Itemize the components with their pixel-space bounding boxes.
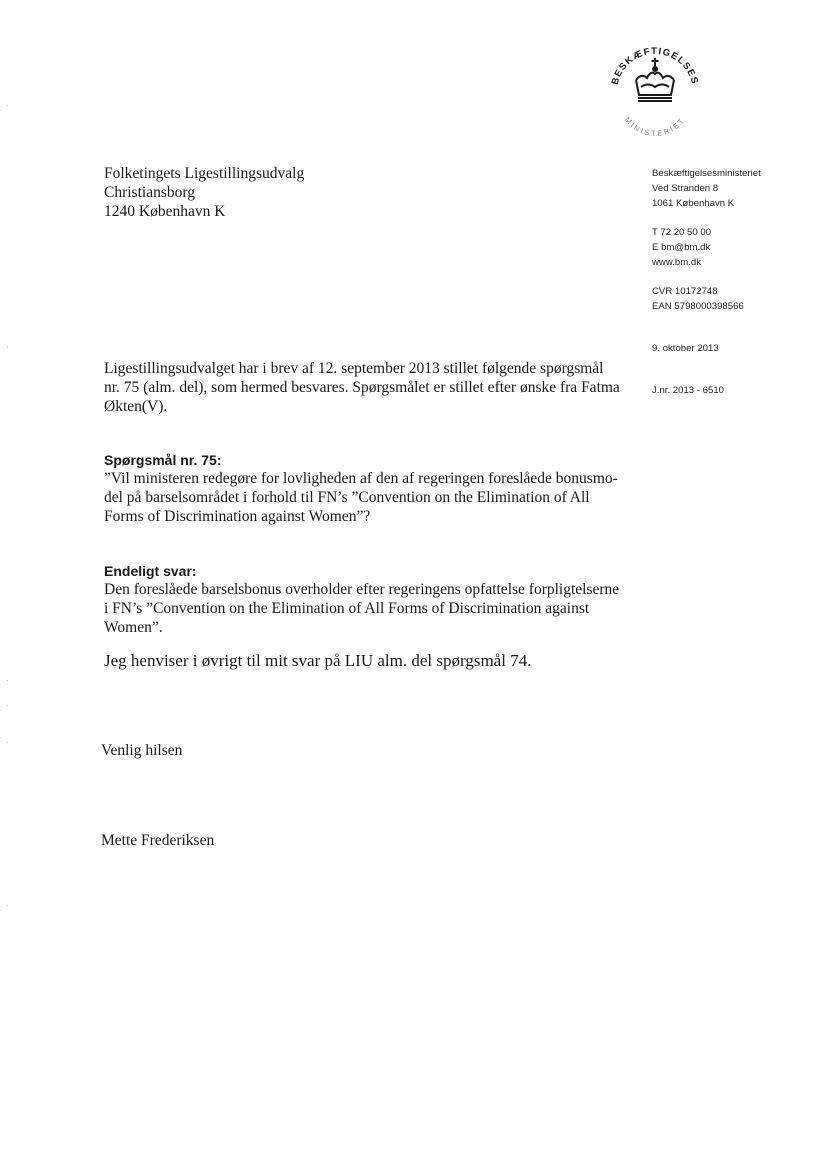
- signer-name: Mette Frederiksen: [101, 832, 215, 849]
- crown-shape: [636, 58, 674, 101]
- recipient-line: 1240 København K: [104, 203, 226, 220]
- intro-line: Ligestillingsudvalget har i brev af 12. september 2013 stillet følgende spørgsmål: [104, 360, 604, 377]
- crown-icon: [603, 40, 707, 140]
- scan-artifact: [7, 905, 8, 906]
- reference-sentence: Jeg henviser i øvrigt til mit svar på LIU alm. del spørgsmål 74.: [104, 651, 532, 670]
- recipient-line: Christiansborg: [104, 184, 195, 201]
- answer-line: Den foreslåede barselsbonus overholder efter regeringens opfattelse forpligtelserne: [104, 581, 620, 598]
- sender-street: Ved Stranden 8: [652, 183, 719, 194]
- question-line: Forms of Discrimination against Women”?: [104, 508, 371, 525]
- scan-artifact: [7, 742, 8, 743]
- recipient-address: [104, 164, 304, 221]
- answer-text: [104, 580, 624, 637]
- closing-greeting: Venlig hilsen: [101, 742, 183, 759]
- seal-arc-bottom-text: MINISTERIET: [622, 115, 687, 139]
- answer-line: Women”.: [104, 619, 163, 636]
- question-text: [104, 469, 624, 526]
- scan-artifact: [7, 347, 8, 348]
- question-heading: Spørgsmål nr. 75:: [104, 452, 222, 468]
- sender-ean: EAN 5798000398566: [652, 301, 744, 312]
- letter-date: 9. oktober 2013: [652, 343, 719, 354]
- answer-heading: Endeligt svar:: [104, 563, 197, 579]
- recipient-line: Folketingets Ligestillingsudvalg: [104, 165, 305, 182]
- scan-artifact: [7, 705, 8, 706]
- sender-info: [652, 166, 761, 398]
- sender-email: E bm@bm.dk: [652, 242, 711, 253]
- intro-line: nr. 75 (alm. del), som hermed besvares. Spørgsmålet er stillet efter ønske fra Fatma: [104, 379, 620, 396]
- scan-artifact: [7, 105, 8, 106]
- sender-name: Beskæftigelsesministeriet: [652, 168, 761, 179]
- svg-text:MINISTERIET: [623, 115, 687, 138]
- sender-phone: T 72 20 50 00: [652, 227, 712, 238]
- ministry-seal-logo: [603, 40, 707, 140]
- sender-cvr: CVR 10172748: [652, 286, 718, 297]
- sender-postal: 1061 København K: [652, 198, 735, 209]
- intro-paragraph: [104, 359, 624, 416]
- journal-number: J.nr. 2013 - 6510: [652, 385, 725, 396]
- sender-web: www.bm.dk: [652, 257, 702, 268]
- scan-artifact: [7, 680, 8, 681]
- question-line: ”Vil ministeren redegøre for lovligheden af den af regeringen foreslåede bonusmo-: [104, 470, 618, 487]
- seal-arc-top-text: BESKÆFTIGELSES: [609, 45, 701, 87]
- intro-line: Økten(V).: [104, 398, 168, 415]
- question-line: del på barselsområdet i forhold til FN’s ”Convention on the Elimination of All: [104, 489, 590, 506]
- answer-line: i FN’s ”Convention on the Elimination of All Forms of Discrimination against: [104, 600, 590, 617]
